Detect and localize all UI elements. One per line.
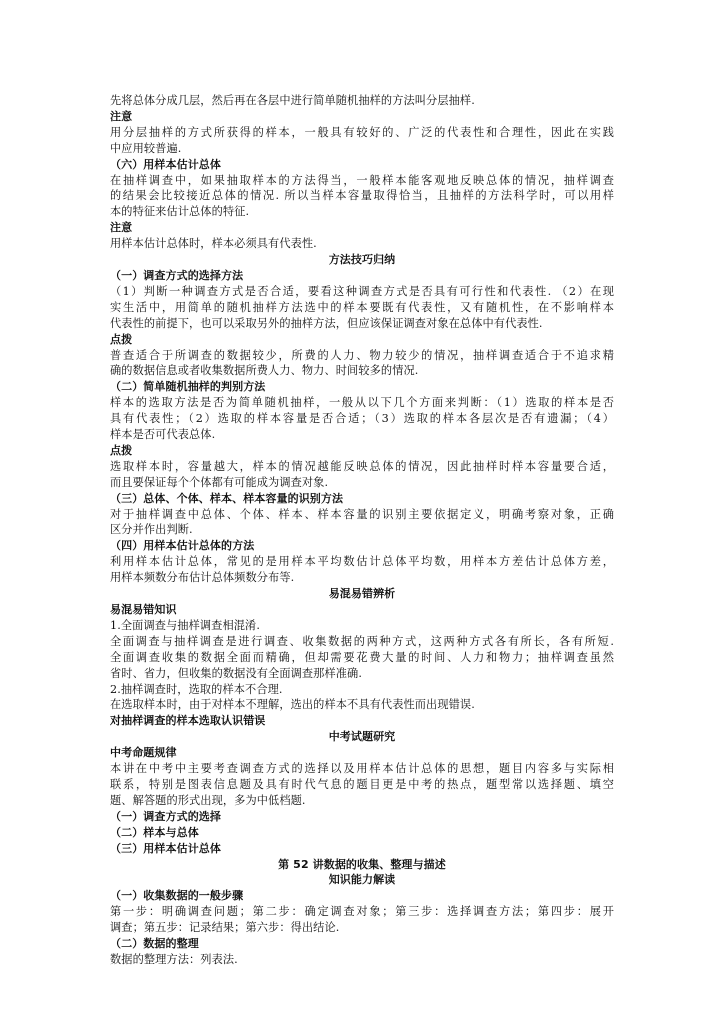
text-line: 1.全面调查与抽样调查相混淆.	[110, 618, 260, 632]
subheading: 中考命题规律	[110, 746, 177, 760]
subheading: 点拨	[110, 332, 133, 346]
text-line: 样本的选取方法是否为简单随机抽样，一般从以下几个方面来判断：（1）选取的样本是否	[110, 396, 614, 410]
text-line: 区分并作出判断.	[110, 523, 193, 537]
text-line: 调查；第五步：记录结果；第六步：得出结论.	[110, 921, 340, 935]
text-line: 本的特征来估计总体的特征.	[110, 205, 250, 219]
subheading: （二）样本与总体	[110, 825, 199, 839]
subheading: （二）简单随机抽样的判别方法	[110, 380, 266, 394]
text-line: 用样本频数分布估计总体频数分布等.	[110, 571, 295, 585]
subheading: （六）用样本估计总体	[110, 157, 221, 171]
text-line: 实生活中，用简单的随机抽样方法选中的样本要既有代表性，又有随机性，在不影响样本	[110, 300, 614, 314]
text-line: 对于抽样调查中总体、个体、样本、样本容量的识别主要依据定义，明确考察对象，正确	[110, 507, 614, 521]
subheading: 点拨	[110, 443, 133, 457]
subheading: （四）用样本估计总体的方法	[110, 539, 255, 553]
subheading: （一）收集数据的一般步骤	[110, 889, 244, 903]
text-line: 而且要保证每个个体都有可能成为调查对象.	[110, 475, 329, 489]
subheading: （三）总体、个体、样本、样本容量的识别方法	[110, 491, 344, 505]
section-heading: 方法技巧归纳	[328, 253, 396, 267]
section-heading: 易混易错辨析	[328, 587, 396, 601]
text-line: 省时、省力，但收集的数据没有全面调查那样准确.	[110, 666, 362, 680]
section-heading: 知识能力解读	[328, 873, 396, 887]
text-line: 题、解答题的形式出现，多为中低档题.	[110, 793, 306, 807]
text-line: 确的数据信息或者收集数据所费人力、物力、时间较多的情况.	[110, 364, 419, 378]
subheading: 对抽样调查的样本选取认识错误	[110, 714, 266, 728]
document-page	[110, 93, 614, 968]
section-heading: 中考试题研究	[328, 730, 396, 744]
section-heading: 第 52 讲数据的收集、整理与描述	[278, 857, 446, 871]
text-line: 全面调查收集的数据全面而精确，但却需要花费大量的时间、人力和物力；抽样调查虽然	[110, 650, 614, 664]
subheading: 注意	[110, 109, 133, 123]
text-line: 代表性的前提下，也可以采取另外的抽样方法，但应该保证调查对象在总体中有代表性.	[110, 316, 543, 330]
text-line: 在选取样本时，由于对样本不理解，选出的样本不具有代表性而出现错误.	[110, 698, 475, 712]
subheading: （三）用样本估计总体	[110, 841, 221, 855]
text-line: 中应用较普遍.	[110, 141, 182, 155]
text-line: 选取样本时，容量越大，样本的情况越能反映总体的情况，因此抽样时样本容量要合适，	[110, 459, 614, 473]
text-line: 样本是否可代表总体.	[110, 428, 216, 442]
text-line: 在抽样调查中，如果抽取样本的方法得当，一般样本能客观地反映总体的情况，抽样调查	[110, 173, 614, 187]
text-line: 普查适合于所调查的数据较少，所费的人力、物力较少的情况，抽样调查适合于不追求精	[110, 348, 614, 362]
subheading: （一）调查方式的选择方法	[110, 268, 244, 282]
text-line: 全面调查与抽样调查是进行调查、收集数据的两种方式，这两种方式各有所长，各有所短.	[110, 634, 614, 648]
text-line: 第一步：明确调查问题；第二步：确定调查对象；第三步：选择调查方法；第四步：展开	[110, 905, 614, 919]
text-line: 2.抽样调查时，选取的样本不合理.	[110, 682, 283, 696]
text-line: 具有代表性；（2）选取的样本容量是否合适；（3）选取的样本各层次是否有遗漏；（4）	[110, 412, 614, 426]
subheading: 注意	[110, 221, 133, 235]
text-line: 本讲在中考中主要考查调查方式的选择以及用样本估计总体的思想，题目内容多与实际相	[110, 762, 614, 776]
subheading: （一）调查方式的选择	[110, 809, 221, 823]
text-line: 利用样本估计总体，常见的是用样本平均数估计总体平均数，用样本方差估计总体方差，	[110, 555, 614, 569]
text-line: 联系，特别是图表信息题及具有时代气息的题目更是中考的热点，题型常以选择题、填空	[110, 777, 614, 791]
text-line: 用样本估计总体时，样本必须具有代表性.	[110, 237, 317, 251]
text-line: 的结果会比较接近总体的情况. 所以当样本容量取得恰当，且抽样的方法科学时，可以用样	[110, 189, 614, 203]
text-line: 先将总体分成几层，然后再在各层中进行简单随机抽样的方法叫分层抽样.	[110, 94, 475, 107]
subheading: 易混易错知识	[110, 603, 177, 616]
text-line: （1）判断一种调查方式是否合适，要看这种调查方式是否具有可行性和代表性. （2）在现	[110, 284, 614, 298]
subheading: （二）数据的整理	[110, 937, 199, 951]
text-line: 用分层抽样的方式所获得的样本，一般具有较好的、广泛的代表性和合理性，因此在实践	[110, 125, 614, 139]
text-line: 数据的整理方法：列表法.	[110, 952, 238, 966]
